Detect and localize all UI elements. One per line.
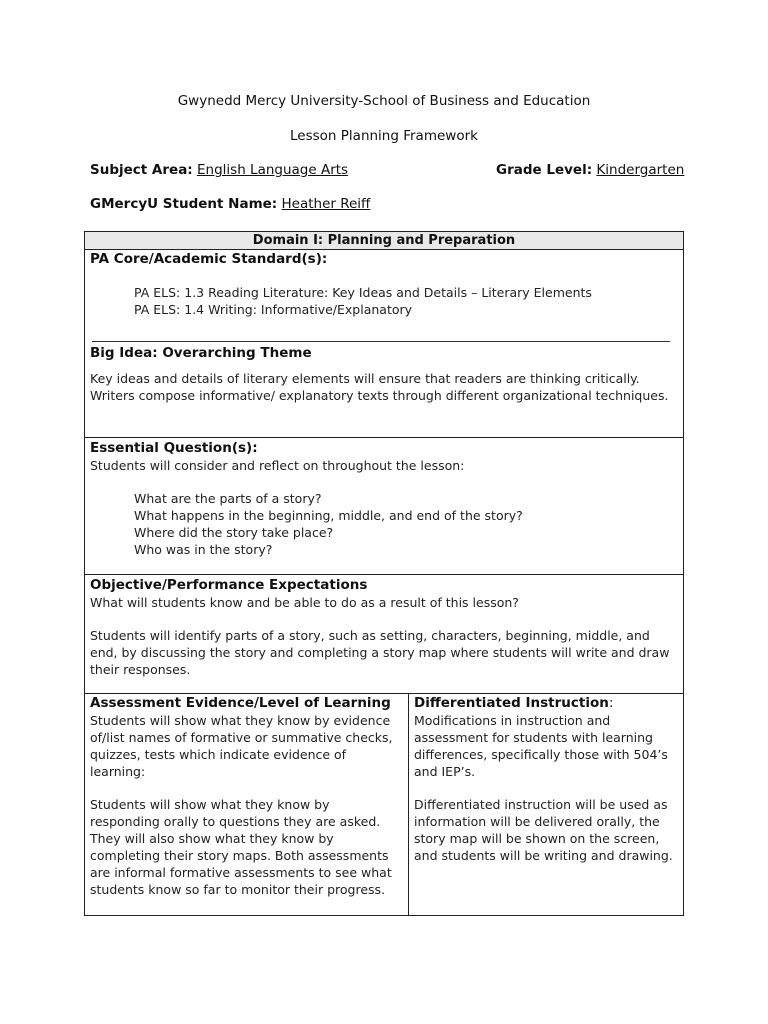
grade-level-row xyxy=(496,162,684,178)
essential-question-item: Who was in the story? xyxy=(134,542,273,557)
differentiated-para1: Modifications in instruction and assessment for students with learning differences, specifically those with 504’s and IEP’s. xyxy=(414,713,668,779)
standards-title: PA Core/Academic Standard(s): xyxy=(90,251,328,267)
grade-level-label: Grade Level: xyxy=(496,162,593,178)
assessment-differentiation-row xyxy=(85,693,683,915)
subject-area-label: Subject Area: xyxy=(90,162,193,178)
big-idea-title: Big Idea: Overarching Theme xyxy=(90,345,312,361)
subject-area-row xyxy=(90,162,348,178)
student-name-label: GMercyU Student Name: xyxy=(90,196,278,212)
subject-area-value: English Language Arts xyxy=(197,162,349,178)
big-idea-text: Key ideas and details of literary elements will ensure that readers are thinking critically. Writers compose informative/ explanatory texts through different organizational techniques. xyxy=(90,371,669,403)
assessment-para2: Students will show what they know by responding orally to questions they are asked. They will also show what they know by completing their story maps. Both assessments are informal formative assessments to see what students know so far to monitor their progress. xyxy=(90,797,392,897)
essential-question-item: What happens in the beginning, middle, and end of the story? xyxy=(134,508,523,523)
assessment-para1: Students will show what they know by evidence of/list names of formative or summative checks, quizzes, tests which indicate evidence of learning: xyxy=(90,713,393,779)
essential-questions-title: Essential Question(s): xyxy=(90,440,258,456)
grade-level-value: Kindergarten xyxy=(596,162,685,178)
differentiated-para2: Differentiated instruction will be used as information will be delivered orally, the story map will be shown on the screen, and students will be writing and drawing. xyxy=(414,797,673,863)
essential-question-item: Where did the story take place? xyxy=(134,525,334,540)
standard-item: PA ELS: 1.3 Reading Literature: Key Ideas and Details – Literary Elements xyxy=(134,285,592,300)
planning-table xyxy=(84,231,684,916)
standard-item: PA ELS: 1.4 Writing: Informative/Explanatory xyxy=(134,302,413,317)
standards-section xyxy=(85,250,683,437)
differentiated-cell xyxy=(409,694,683,915)
document-subtitle: Lesson Planning Framework xyxy=(290,128,478,144)
document-title: Gwynedd Mercy University-School of Business and Education xyxy=(177,93,591,109)
objective-text: Students will identify parts of a story, such as setting, characters, beginning, middle, and end, by discussing the story and completing a story map where students will write and draw their responses. xyxy=(90,628,670,677)
objective-title: Objective/Performance Expectations xyxy=(90,577,368,593)
objective-question: What will students know and be able to do as a result of this lesson? xyxy=(90,595,519,610)
student-name-row xyxy=(90,196,370,212)
essential-questions-intro: Students will consider and reflect on throughout the lesson: xyxy=(90,458,465,473)
essential-question-item: What are the parts of a story? xyxy=(134,491,322,506)
differentiated-title-row xyxy=(414,694,678,712)
assessment-cell xyxy=(85,694,409,915)
differentiated-title: Differentiated Instruction xyxy=(414,695,609,711)
essential-questions-section xyxy=(85,437,683,574)
domain-heading: Domain I: Planning and Preparation xyxy=(85,232,683,250)
differentiated-colon: : xyxy=(608,695,614,711)
student-name-value: Heather Reiff xyxy=(281,196,371,212)
objective-section xyxy=(85,574,683,693)
assessment-title: Assessment Evidence/Level of Learning xyxy=(90,695,391,711)
